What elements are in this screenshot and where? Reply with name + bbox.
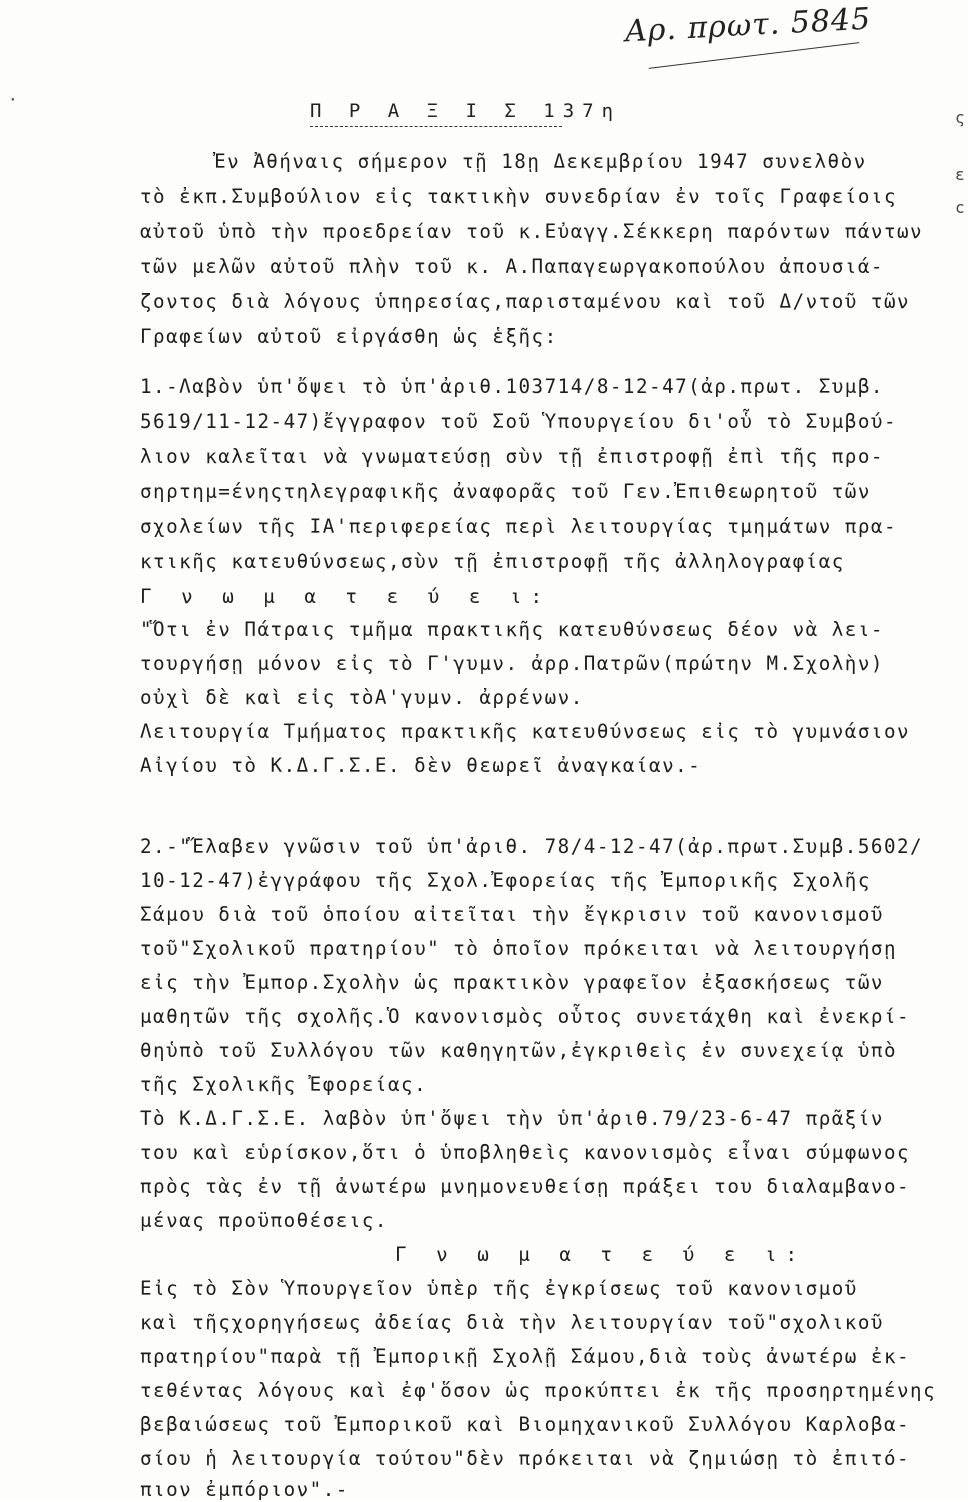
text-line: Αἰγίου τὸ Κ.Δ.Γ.Σ.Ε. δὲν θεωρεῖ ἀναγκαίαν.- <box>140 754 702 777</box>
page-title: Π Ρ Α Ξ Ι Σ 137η <box>310 100 622 122</box>
margin-mark: ς <box>955 108 965 127</box>
text-line: πιον ἐμπόριον".- <box>140 1478 349 1501</box>
text-line: τουργήσῃ μόνον εἰς τὸ Γ'γυμν. ἀρρ.Πατρῶν(πρώτην Μ.Σχολὴν) <box>140 652 884 675</box>
text-line: Τὸ Κ.Δ.Γ.Σ.Ε. λαβὸν ὑπ'ὄψει τὴν ὑπ'ἀριθ.79/23-6-47 πρᾶξίν <box>140 1107 884 1130</box>
margin-mark: ε <box>955 165 965 184</box>
text-line: 10-12-47)ἐγγράφου τῆς Σχολ.Ἐφορείας τῆς Ἐμπορικῆς Σχολῆς <box>140 869 871 892</box>
text-line: Λειτουργία Τμήματος πρακτικῆς κατευθύνσεως εἰς τὸ γυμνάσιον <box>140 720 911 743</box>
text-line: 5619/11-12-47)ἔγγραφον τοῦ Σοῦ Ὑπουργείου δι'οὗ τὸ Συμβού- <box>140 410 898 433</box>
text-line: λιον καλεῖται νὰ γνωματεύσῃ σὺν τῇ ἐπιστροφῇ ἐπὶ τῆς προ- <box>140 445 884 468</box>
text-line: σχολείων τῆς ΙΑ'περιφερείας περὶ λειτουργίας τμημάτων πρα- <box>140 515 898 538</box>
text-line: Εἰς τὸ Σὸν Ὑπουργεῖον ὑπὲρ τῆς ἐγκρίσεως τοῦ κανονισμοῦ <box>140 1277 858 1300</box>
margin-mark: · <box>8 90 18 109</box>
text-line: τεθέντας λόγους καὶ ἐφ'ὅσον ὡς προκύπτει ἐκ τῆς προσηρτημένης <box>140 1379 937 1402</box>
text-line: Σάμου διὰ τοῦ ὁποίου αἰτεῖται τὴν ἔγκρισιν τοῦ κανονισμοῦ <box>140 903 884 926</box>
text-line: αὐτοῦ ὑπὸ τὴν προεδρείαν τοῦ κ.Εὐαγγ.Σέκκερη παρόντων πάντων <box>140 220 924 243</box>
text-line: πρατηρίου"παρὰ τῇ Ἐμπορικῇ Σχολῇ Σάμου,διὰ τοὺς ἀνωτέρω ἐκ- <box>140 1345 911 1368</box>
text-line: μένας προϋποθέσεις. <box>140 1209 388 1232</box>
text-line: Γραφείων αὐτοῦ εἰργάσθη ὡς ἑξῆς: <box>140 325 558 348</box>
text-line: καὶ τῆςχορηγήσεως ἀδείας διὰ τὴν λειτουργίαν τοῦ"σχολικοῦ <box>140 1311 884 1334</box>
text-line: του καὶ εὑρίσκον,ὅτι ὁ ὑποβληθεὶς κανονισμὸς εἶναι σύμφωνος <box>140 1141 911 1164</box>
text-line: τοῦ"Σχολικοῦ πρατηρίου" τὸ ὁποῖον πρόκειται νὰ λειτουργήσῃ <box>140 937 898 960</box>
text-line: μαθητῶν τῆς σχολῆς.Ὁ κανονισμὸς οὗτος συνετάχθη καὶ ἐνεκρί- <box>140 1005 911 1028</box>
text-line: οὐχὶ δὲ καὶ εἰς τὸΑ'γυμν. ἀρρένων. <box>140 686 584 709</box>
opinion-heading: Γ ν ω μ α τ ε ύ ε ι: <box>395 1243 807 1266</box>
text-line: σηρτημ=ένηςτηλεγραφικῆς ἀναφορᾶς τοῦ Γεν.Ἐπιθεωρητοῦ τῶν <box>140 480 871 503</box>
text-line: κτικῆς κατευθύνσεως,σὺν τῇ ἐπιστροφῇ τῆς ἀλληλογραφίας <box>140 550 845 573</box>
text-line: βεβαιώσεως τοῦ Ἐμπορικοῦ καὶ Βιομηχανικοῦ Συλλόγου Καρλοβα- <box>140 1413 911 1436</box>
margin-mark: c <box>955 198 965 217</box>
text-line: θηὑπὸ τοῦ Συλλόγου τῶν καθηγητῶν,ἐγκριθεὶς ἐν συνεχείᾳ ὑπὸ <box>140 1039 898 1062</box>
text-line: σίου ἡ λειτουργία τούτου"δὲν πρόκειται νὰ ζημιώσῃ τὸ ἐπιτό- <box>140 1447 911 1470</box>
text-line: "Ὅτι ἐν Πάτραις τμῆμα πρακτικῆς κατευθύνσεως δέον νὰ λει- <box>140 618 884 641</box>
text-line: πρὸς τὰς ἐν τῇ ἀνωτέρω μνημονευθείσῃ πράξει του διαλαμβανο- <box>140 1175 911 1198</box>
text-line: Ἐν Ἀθήναις σήμερον τῇ 18ῃ Δεκεμβρίου 1947 συνελθὸν <box>188 150 867 173</box>
text-line: 2.-"Ἔλαβεν γνῶσιν τοῦ ὑπ'ἀριθ. 78/4-12-47(ἀρ.πρωτ.Συμβ.5602/ <box>140 835 924 858</box>
text-line: 1.-Λαβὸν ὑπ'ὄψει τὸ ὑπ'ἀριθ.103714/8-12-47(ἀρ.πρωτ. Συμβ. <box>140 375 884 398</box>
text-line: ζοντος διὰ λόγους ὑπηρεσίας,παρισταμένου καὶ τοῦ Δ/ντοῦ τῶν <box>140 290 911 313</box>
text-line: τὸ ἐκπ.Συμβούλιον εἰς τακτικὴν συνεδρίαν ἐν τοῖς Γραφείοις <box>140 185 898 208</box>
handwritten-protocol-number: Αρ. πρωτ. 5845 <box>624 1 872 50</box>
text-line: τῆς Σχολικῆς Ἐφορείας. <box>140 1073 428 1096</box>
text-line: εἰς τὴν Ἐμπορ.Σχολὴν ὡς πρακτικὸν γραφεῖον ἐξασκήσεως τῶν <box>140 971 884 994</box>
title-underline <box>310 126 562 127</box>
opinion-heading: Γ ν ω μ α τ ε ύ ε ι: <box>140 585 552 608</box>
text-line: τῶν μελῶν αὐτοῦ πλὴν τοῦ κ. Α.Παπαγεωργακοπούλου ἀπουσιά- <box>140 255 884 278</box>
